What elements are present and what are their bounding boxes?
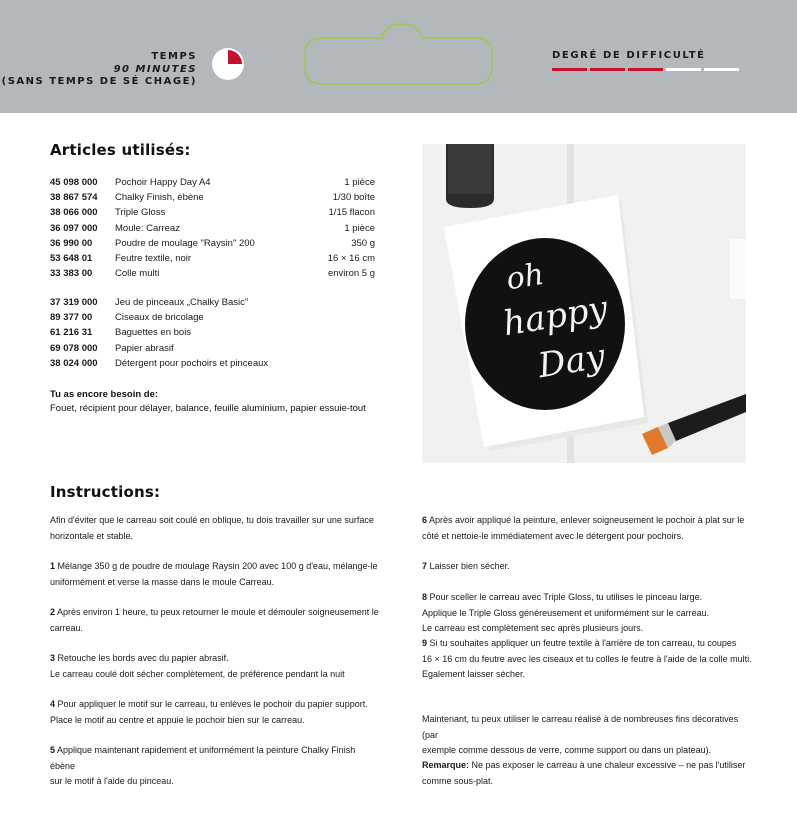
article-desc: Colle multi <box>115 268 160 280</box>
instruction-step <box>50 651 380 682</box>
instruction-step <box>422 559 752 575</box>
article-row <box>50 310 375 325</box>
step-number: 1 <box>50 561 56 571</box>
article-number: 69 078 000 <box>50 342 98 354</box>
text-line: Afin d'éviter que le carreau soit coulé en oblique, tu dois travailler sur une surface <box>50 515 374 525</box>
article-desc: Papier abrasif <box>115 342 174 354</box>
article-row <box>50 341 375 356</box>
difficulty-bar <box>666 68 701 71</box>
text-line: Maintenant, tu peux utiliser le carreau réalisé à de nombreuses fins décoratives (par <box>422 714 739 740</box>
article-row <box>50 356 375 371</box>
step-number: 3 <box>50 653 56 663</box>
article-number: 37 319 000 <box>50 297 98 308</box>
text-line: sur le motif à l'aide du pinceau. <box>50 776 174 786</box>
text-line: côté et nettoie-le immédiatement avec le détergent pour pochoirs. <box>422 530 684 541</box>
difficulty-label: DEGRÉ DE DIFFICULTÉ <box>552 50 706 61</box>
article-row <box>50 266 375 281</box>
article-desc: Détergent pour pochoirs et pinceaux <box>115 357 269 369</box>
step-number: 8 <box>422 592 428 602</box>
article-desc: Triple Gloss <box>115 207 166 219</box>
difficulty-bar <box>552 68 587 71</box>
article-qty: 350 g <box>351 237 375 249</box>
article-number: 38 024 000 <box>50 357 98 369</box>
article-row <box>50 236 375 251</box>
product-photo <box>422 144 746 463</box>
article-desc: Feutre textile, noir <box>115 253 192 264</box>
photo-text-3: Day <box>535 336 608 387</box>
text-line: Le carreau est complètement sec après plusieurs jours. <box>422 623 644 633</box>
clock-icon <box>211 47 245 81</box>
instruction-step <box>50 743 380 790</box>
article-desc: Chalky Finish, ébène <box>115 192 204 204</box>
article-number: 36 990 00 <box>50 237 93 249</box>
time-value: 90 MINUTES <box>113 63 197 75</box>
header-band <box>0 0 797 113</box>
difficulty-meter <box>552 68 739 71</box>
time-info <box>2 51 197 89</box>
text-line: Mélange 350 g de poudre de moulage Raysin 200 avec 100 g d'eau, mélange-le <box>57 561 378 571</box>
step-number: 5 <box>50 745 56 755</box>
article-desc: Ciseaux de bricolage <box>115 312 204 324</box>
article-row <box>50 221 375 236</box>
article-qty: 1/15 flacon <box>328 207 375 219</box>
text-line: Retouche les bords avec du papier abrasif. <box>57 653 229 663</box>
instruction-step <box>50 697 380 728</box>
article-qty: 1 pièce <box>344 222 375 234</box>
text-line: carreau. <box>50 622 84 633</box>
text-line: Après avoir appliqué la peinture, enlever soigneusement le pochoir à plat sur le <box>429 515 745 525</box>
article-number: 45 098 000 <box>50 177 98 188</box>
article-desc: Poudre de moulage "Raysin" 200 <box>115 237 255 249</box>
text-line: uniformément et verse la masse dans le moule Carreau. <box>50 576 275 587</box>
photo-text-1: oh <box>503 256 547 298</box>
instruction-step <box>50 605 380 636</box>
text-line: Si tu souhaites appliquer un feutre textile à l'arrière de ton carreau, tu coupes <box>429 638 737 648</box>
article-row <box>50 295 375 310</box>
remark <box>422 758 752 789</box>
instruction-step <box>422 590 752 637</box>
tab-outline-shape <box>302 22 495 86</box>
text-line: Place le motif au centre et appuie le pochoir bien sur le carreau. <box>50 714 305 725</box>
step-number: 7 <box>422 561 428 571</box>
article-number: 36 097 000 <box>50 222 98 234</box>
difficulty-bar <box>704 68 739 71</box>
text-line: Pour appliquer le motif sur le carreau, tu enlèves le pochoir du papier support. <box>57 699 368 709</box>
difficulty-bar <box>590 68 625 71</box>
photo-text-2: happy <box>500 288 611 345</box>
article-row <box>50 175 375 190</box>
step-number: 9 <box>422 638 428 648</box>
text-line: Ne pas exposer le carreau à une chaleur excessive – ne pas l'utiliser <box>469 760 746 770</box>
difficulty-bar <box>628 68 663 71</box>
text-line: Pour sceller le carreau avec Triple Gloss, tu utilises le pinceau large. <box>429 592 703 602</box>
article-number: 89 377 00 <box>50 312 93 324</box>
article-number: 38 867 574 <box>50 192 98 204</box>
text-line: Le carreau coulé doit sécher complètement, de préférence pendant la nuit <box>50 668 345 679</box>
instruction-step <box>422 513 752 544</box>
article-row <box>50 325 375 340</box>
text-line: Egalement laisser sécher. <box>422 669 526 679</box>
instructions-intro <box>50 513 380 544</box>
article-qty: 1 pièce <box>344 177 375 188</box>
remark-label: Remarque: <box>422 760 470 770</box>
need-title: Tu as encore besoin de: <box>50 389 159 400</box>
article-row <box>50 205 375 220</box>
article-number: 53 648 01 <box>50 253 93 264</box>
text-line: exemple comme dessous de verre, comme support ou dans un plateau). <box>422 745 712 755</box>
articles-title: Articles utilisés: <box>50 141 191 159</box>
article-desc: Pochoir Happy Day A4 <box>115 177 211 188</box>
time-note: (SANS TEMPS DE SÉ CHAGE) <box>1 76 197 87</box>
article-desc: Moule: Carreaz <box>115 222 180 234</box>
article-desc: Jeu de pinceaux „Chalky Basic" <box>115 297 249 308</box>
need-text: Fouet, récipient pour délayer, balance, feuille aluminium, papier essuie-tout <box>50 403 366 414</box>
article-desc: Baguettes en bois <box>115 327 192 339</box>
text-line: Après environ 1 heure, tu peux retourner le moule et démouler soigneusement le <box>57 607 379 617</box>
article-row <box>50 190 375 205</box>
text-line: horizontale et stable. <box>50 530 134 541</box>
time-label: TEMPS <box>151 51 197 62</box>
instruction-step <box>50 559 380 590</box>
article-qty: 1/30 boîte <box>332 192 375 204</box>
text-line: comme sous-plat. <box>422 775 494 786</box>
article-qty: environ 5 g <box>327 268 375 280</box>
article-qty: 16 × 16 cm <box>327 253 375 264</box>
article-number: 33 383 00 <box>50 268 93 280</box>
text-line: Applique maintenant rapidement et uniformément la peinture Chalky Finish ébène <box>50 745 356 771</box>
text-line: Laisser bien sécher. <box>429 561 510 571</box>
article-number: 61 216 31 <box>50 327 93 339</box>
step-number: 6 <box>422 515 428 525</box>
step-number: 2 <box>50 607 56 617</box>
article-number: 38 066 000 <box>50 207 98 219</box>
text-line: 16 × 16 cm du feutre avec les ciseaux et tu colles le feutre à l'aide de la colle multi. <box>422 653 752 664</box>
instructions-title: Instructions: <box>50 483 161 501</box>
step-number: 4 <box>50 699 56 709</box>
instruction-step <box>422 636 752 683</box>
text-line: Applique le Triple Gloss généreusement et uniformément sur le carreau. <box>422 607 710 618</box>
instructions-outro <box>422 712 752 759</box>
article-row <box>50 251 375 266</box>
